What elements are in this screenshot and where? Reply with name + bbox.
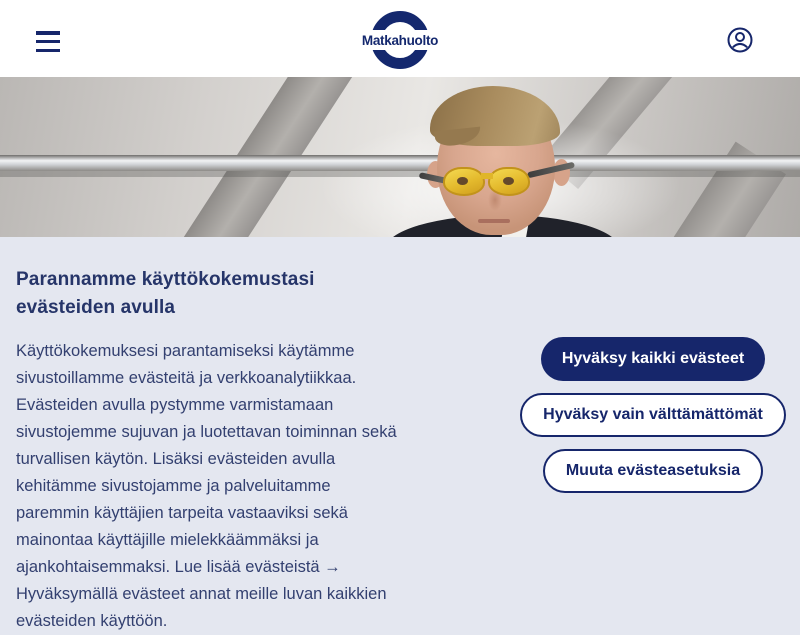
accept-all-cookies-button[interactable]: Hyväksy kaikki evästeet — [541, 337, 765, 381]
cookie-body-text-2: Hyväksymällä evästeet annat meille luvan kaikkien evästeiden käyttöön. — [16, 585, 387, 630]
hero-photo — [0, 77, 800, 237]
cookie-buttons — [518, 337, 788, 493]
mouth — [478, 219, 510, 223]
header — [0, 0, 800, 77]
logo-text: Matkahuolto — [361, 32, 439, 48]
matkahuolto-logo[interactable] — [355, 11, 445, 69]
person-portrait — [375, 77, 635, 237]
cookie-consent-banner — [0, 237, 800, 630]
cookie-settings-button[interactable]: Muuta evästeasetuksia — [543, 449, 763, 493]
hamburger-icon[interactable] — [36, 31, 60, 52]
cookie-body-text: Käyttökokemuksesi parantamiseksi käytämme sivustoillamme evästeitä ja verkkoanalytiikkaa. Evästeiden avulla pystymme varmistamaan sivustojemme sujuvan ja luotettavan toiminnan sekä turvallisen käytön. Lisäksi evästeiden avulla kehitämme sivustojamme ja palveluitamme paremmin käyttäjien tarpeita vastaaviksi sekä mainontaa käyttäjille mielekkäämmäksi ja ajankohtaisemmaksi. — [16, 342, 397, 576]
read-more-cookies-link[interactable]: Lue lisää evästeistä → — [174, 558, 341, 576]
nose — [488, 189, 502, 211]
user-account-icon[interactable] — [727, 27, 753, 53]
cookie-banner-body — [16, 338, 408, 635]
cookie-banner-title: Parannamme käyttökokemustasi evästeiden avulla — [16, 269, 315, 318]
accept-necessary-cookies-button[interactable]: Hyväksy vain välttämättömät — [520, 393, 786, 437]
